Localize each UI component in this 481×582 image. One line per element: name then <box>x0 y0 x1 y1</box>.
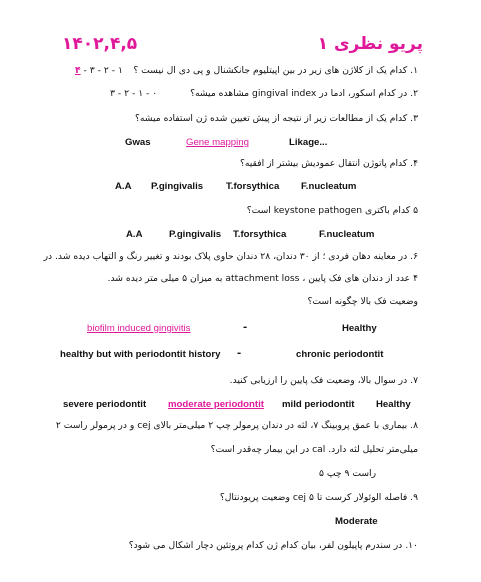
choice-q6-biofilm-gingivitis[interactable]: biofilm induced gingivitis <box>87 323 191 334</box>
question-8-line2: میلی‌متر تحلیل لثه دارد. cal در این بیمار چه‌قدر است؟ <box>210 444 418 455</box>
choice-q5-aa: A.A <box>126 229 143 240</box>
choice-q4-tforsythica: T.forsythica <box>226 181 280 192</box>
question-1: ۱. کدام یک از کلاژن های زیر در بین اپیتلیوم جانکشنال و پی دی ال نیست ؟ <box>133 65 418 76</box>
question-8-answer: راست ۹ چپ ۵ <box>319 468 377 479</box>
question-6-line1: ۶. در معاینه دهان فردی ؛ از ۳۰ دندان، ۲۸ دندان حاوی پلاک بودند و تغییر رنگ و التهاب دیده شد. در <box>43 251 418 262</box>
question-4: ۴. کدام پاتوژن انتقال عمودیش بیشتر از افقیه؟ <box>239 158 418 169</box>
question-3: ۳. کدام یک از مطالعات زیر از نتیجه از پیش تعیین شده ژن استفاده میشه؟ <box>134 113 418 124</box>
choice-q4-pgingivalis: P.gingivalis <box>151 181 204 192</box>
choice-q6-healthy: Healthy <box>342 323 377 334</box>
choice-q6-healthy-history: healthy but with periodontit history <box>60 349 221 360</box>
question-1-options: ۱ - ۲ - ۳ - ۴ <box>75 65 123 76</box>
question-2: ۲. در کدام اسکور، ادما در gingival index مشاهده میشه؟ <box>190 88 418 99</box>
question-10: ۱۰. در سندرم پاپیلون لفر، بیان کدام ژن کدام پروتئین دچار اشکال می شود؟ <box>128 540 418 551</box>
question-1-answer[interactable]: ۴ <box>75 65 81 76</box>
choice-q4-fnucleatum: F.nucleatum <box>301 181 357 192</box>
choice-q3-likage: Likage... <box>289 137 328 148</box>
page-date: ۱۴۰۲,۴,۵ <box>62 34 138 54</box>
choice-q3-gwas: Gwas <box>125 137 151 148</box>
question-2-options: ۰ - ۱ - ۲ - ۳ <box>110 88 158 99</box>
choice-q5-tforsythica: T.forsythica <box>233 229 287 240</box>
question-8-line1: ۸. بیماری با عمق پروبینگ ۷، لثه در دندان پرمولر چپ ۲ میلی‌متر بالای cej و در پرمولر راست ۲ <box>55 420 418 431</box>
question-6-line3: وضعیت فک بالا چگونه است؟ <box>307 296 418 307</box>
question-9-answer: Moderate <box>335 516 378 527</box>
page-title: پریو نظری ۱ <box>317 34 423 54</box>
choice-q7-severe: severe periodontit <box>63 399 147 410</box>
choice-q5-pgingivalis: P.gingivalis <box>169 229 222 240</box>
choice-q7-healthy: Healthy <box>376 399 411 410</box>
choice-q6-chronic: chronic periodontit <box>296 349 384 360</box>
question-7: ۷. در سوال بالا، وضعیت فک پایین را ارزیابی کنید. <box>229 375 418 386</box>
choice-q5-fnucleatum: F.nucleatum <box>319 229 375 240</box>
choice-q7-moderate[interactable]: moderate periodontit <box>168 399 264 410</box>
question-6-line2: ۴ عدد از دندان های فک پایین ، attachment loss به میزان ۵ میلی متر دیده شد. <box>107 273 418 284</box>
choice-q3-gene-mapping[interactable]: Gene mapping <box>186 137 249 148</box>
question-9: ۹. فاصله الوئولار کرست تا cej ۵ وضعیت پریودنتال؟ <box>219 492 418 503</box>
separator-dash: - <box>243 322 248 333</box>
separator-dash: - <box>237 348 242 359</box>
choice-q4-aa: A.A <box>115 181 132 192</box>
question-5: ۵ کدام باکتری keystone pathogen است؟ <box>246 205 418 216</box>
choice-q7-mild: mild periodontit <box>282 399 355 410</box>
